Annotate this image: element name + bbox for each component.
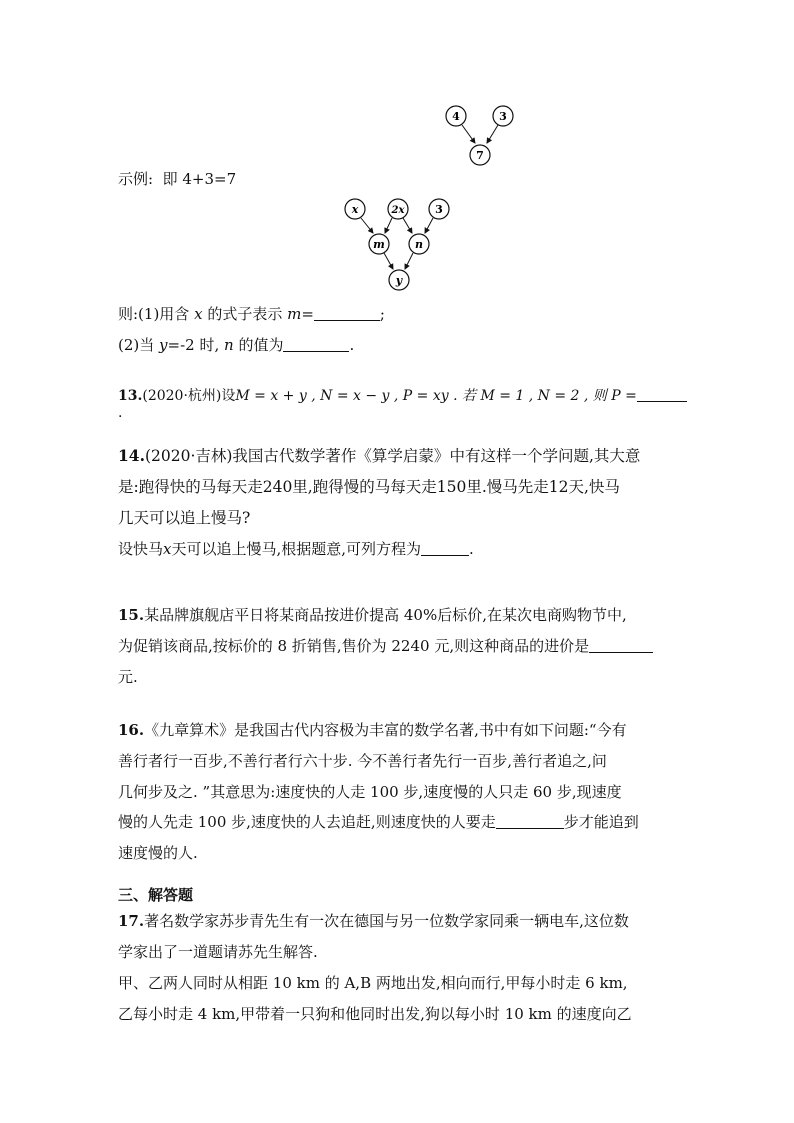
arrow-n-to-y — [405, 253, 413, 269]
q17-line-1 — [118, 910, 629, 931]
q13-number: 13. — [118, 388, 143, 404]
q12-equals: = — [301, 305, 314, 323]
q14-end: . — [469, 540, 474, 558]
arrow-3-to-7 — [487, 125, 498, 143]
arrow-x-to-m — [361, 218, 373, 233]
q13-source: (2020·杭州)设 — [142, 388, 236, 404]
q17-line-2: 学家出了一道题请苏先生解答. — [118, 943, 318, 961]
q12-var-x: x — [194, 305, 203, 323]
example-caption-prefix: 示例: — [118, 170, 154, 188]
node-label-4: 4 — [452, 110, 460, 123]
q12-part1-text: 则:(1)用含 — [118, 305, 195, 323]
node-label-m: m — [373, 238, 385, 251]
q16-line-3: 几何步及之. ”其意思为:速度快的人走 100 步,速度慢的人只走 60 步,现速度 — [118, 783, 622, 801]
q12-var-y: y — [159, 336, 168, 354]
q14-text-4b: 天可以追上慢马,根据题意,可列方程为 — [171, 540, 422, 558]
q16-text-4b: 步才能追到 — [563, 813, 639, 831]
q12-answer-blank-2 — [283, 336, 349, 352]
q13-expression: M = x + y , N = x − y , P = xy . 若 M = 1 , N = 2 , 则 P = — [235, 388, 637, 404]
q15-number: 15. — [118, 606, 145, 624]
node-label-2x: 2x — [391, 205, 405, 216]
q13-answer-blank — [637, 386, 687, 402]
q12-var-m: m — [287, 305, 302, 323]
arrow-3-to-n — [425, 218, 433, 233]
q15-line-1 — [118, 604, 627, 625]
node-label-n: n — [415, 238, 423, 251]
q16-text-1: 《九章算术》是我国古代内容极为丰富的数学名著,书中有如下问题:“今有 — [144, 721, 627, 739]
q16-line-4 — [118, 811, 639, 832]
q15-answer-blank — [589, 637, 653, 653]
q17-line-4: 乙每小时走 4 km,甲带着一只狗和他同时出发,狗以每小时 10 km 的速度向乙 — [118, 1005, 632, 1023]
q16-line-2: 善行者行一百步,不善行者行六十步. 今不善行者先行一百步,善行者追之,问 — [118, 752, 607, 770]
q14-var-x: x — [163, 540, 172, 558]
q14-line-4 — [118, 538, 474, 559]
q12-part1 — [118, 303, 385, 324]
q16-line-5: 速度慢的人. — [118, 844, 198, 862]
q14-answer-blank — [421, 540, 469, 556]
q14-line-3: 几天可以追上慢马? — [118, 509, 251, 527]
q12-answer-blank-1 — [314, 305, 380, 321]
q15-text-1: 某品牌旗舰店平日将某商品按进价提高 40%后标价,在某次电商购物节中, — [144, 606, 627, 624]
node-label-x: x — [351, 203, 359, 216]
node-label-7: 7 — [476, 149, 484, 162]
q12-part2-text2: =-2 时, — [167, 336, 225, 354]
q12-part1-text2: 的式子表示 — [202, 305, 288, 323]
q14-text-1: (2020·吉林)我国古代数学著作《算学启蒙》中有这样一个学问题,其大意 — [144, 447, 641, 465]
q12-part1-end: ; — [379, 305, 385, 323]
q15-line-2 — [118, 635, 653, 656]
node-label-3b: 3 — [435, 203, 443, 216]
q14-line-1 — [118, 444, 640, 466]
q15-text-2: 为促销该商品,按标价的 8 折销售,售价为 2240 元,则这种商品的进价是 — [118, 637, 590, 655]
arrow-4-to-7 — [462, 125, 475, 143]
q14-number: 14. — [118, 446, 145, 465]
q12-part2-end: . — [349, 336, 355, 354]
q13-line — [118, 385, 687, 405]
example-caption — [118, 168, 236, 189]
expression-tree-diagram — [340, 193, 460, 293]
q15-line-3: 元. — [118, 668, 138, 686]
node-label-3: 3 — [499, 110, 507, 123]
q17-number: 17. — [118, 912, 145, 930]
arrow-m-to-y — [384, 253, 393, 269]
q12-part2-text3: 的值为 — [233, 336, 284, 354]
q16-number: 16. — [118, 721, 145, 739]
arrow-2x-to-n — [403, 218, 412, 233]
q14-line-2: 是:跑得快的马每天走240里,跑得慢的马每天走150里.慢马先走12天,快马 — [118, 478, 620, 496]
q12-var-n: n — [224, 336, 234, 354]
q12-part2-text: (2)当 — [118, 336, 160, 354]
arrow-2x-to-m — [385, 218, 392, 233]
example-caption-expression: 即 4+3=7 — [162, 170, 237, 188]
q13-tail: . — [118, 405, 123, 421]
node-label-y: y — [395, 274, 403, 287]
q14-text-4a: 设快马 — [118, 540, 164, 558]
q16-line-1 — [118, 719, 627, 740]
q17-line-3: 甲、乙两人同时从相距 10 km 的 A,B 两地出发,相向而行,甲每小时走 6 km, — [118, 974, 628, 992]
q16-answer-blank — [496, 813, 564, 829]
q12-part2 — [118, 334, 354, 355]
q17-text-1: 著名数学家苏步青先生有一次在德国与另一位数学家同乘一辆电车,这位数 — [144, 912, 629, 930]
section-heading: 三、解答题 — [118, 886, 194, 904]
q16-text-4a: 慢的人先走 100 步,速度快的人去追赶,则速度快的人要走 — [118, 813, 496, 831]
addition-example-diagram — [440, 100, 520, 170]
